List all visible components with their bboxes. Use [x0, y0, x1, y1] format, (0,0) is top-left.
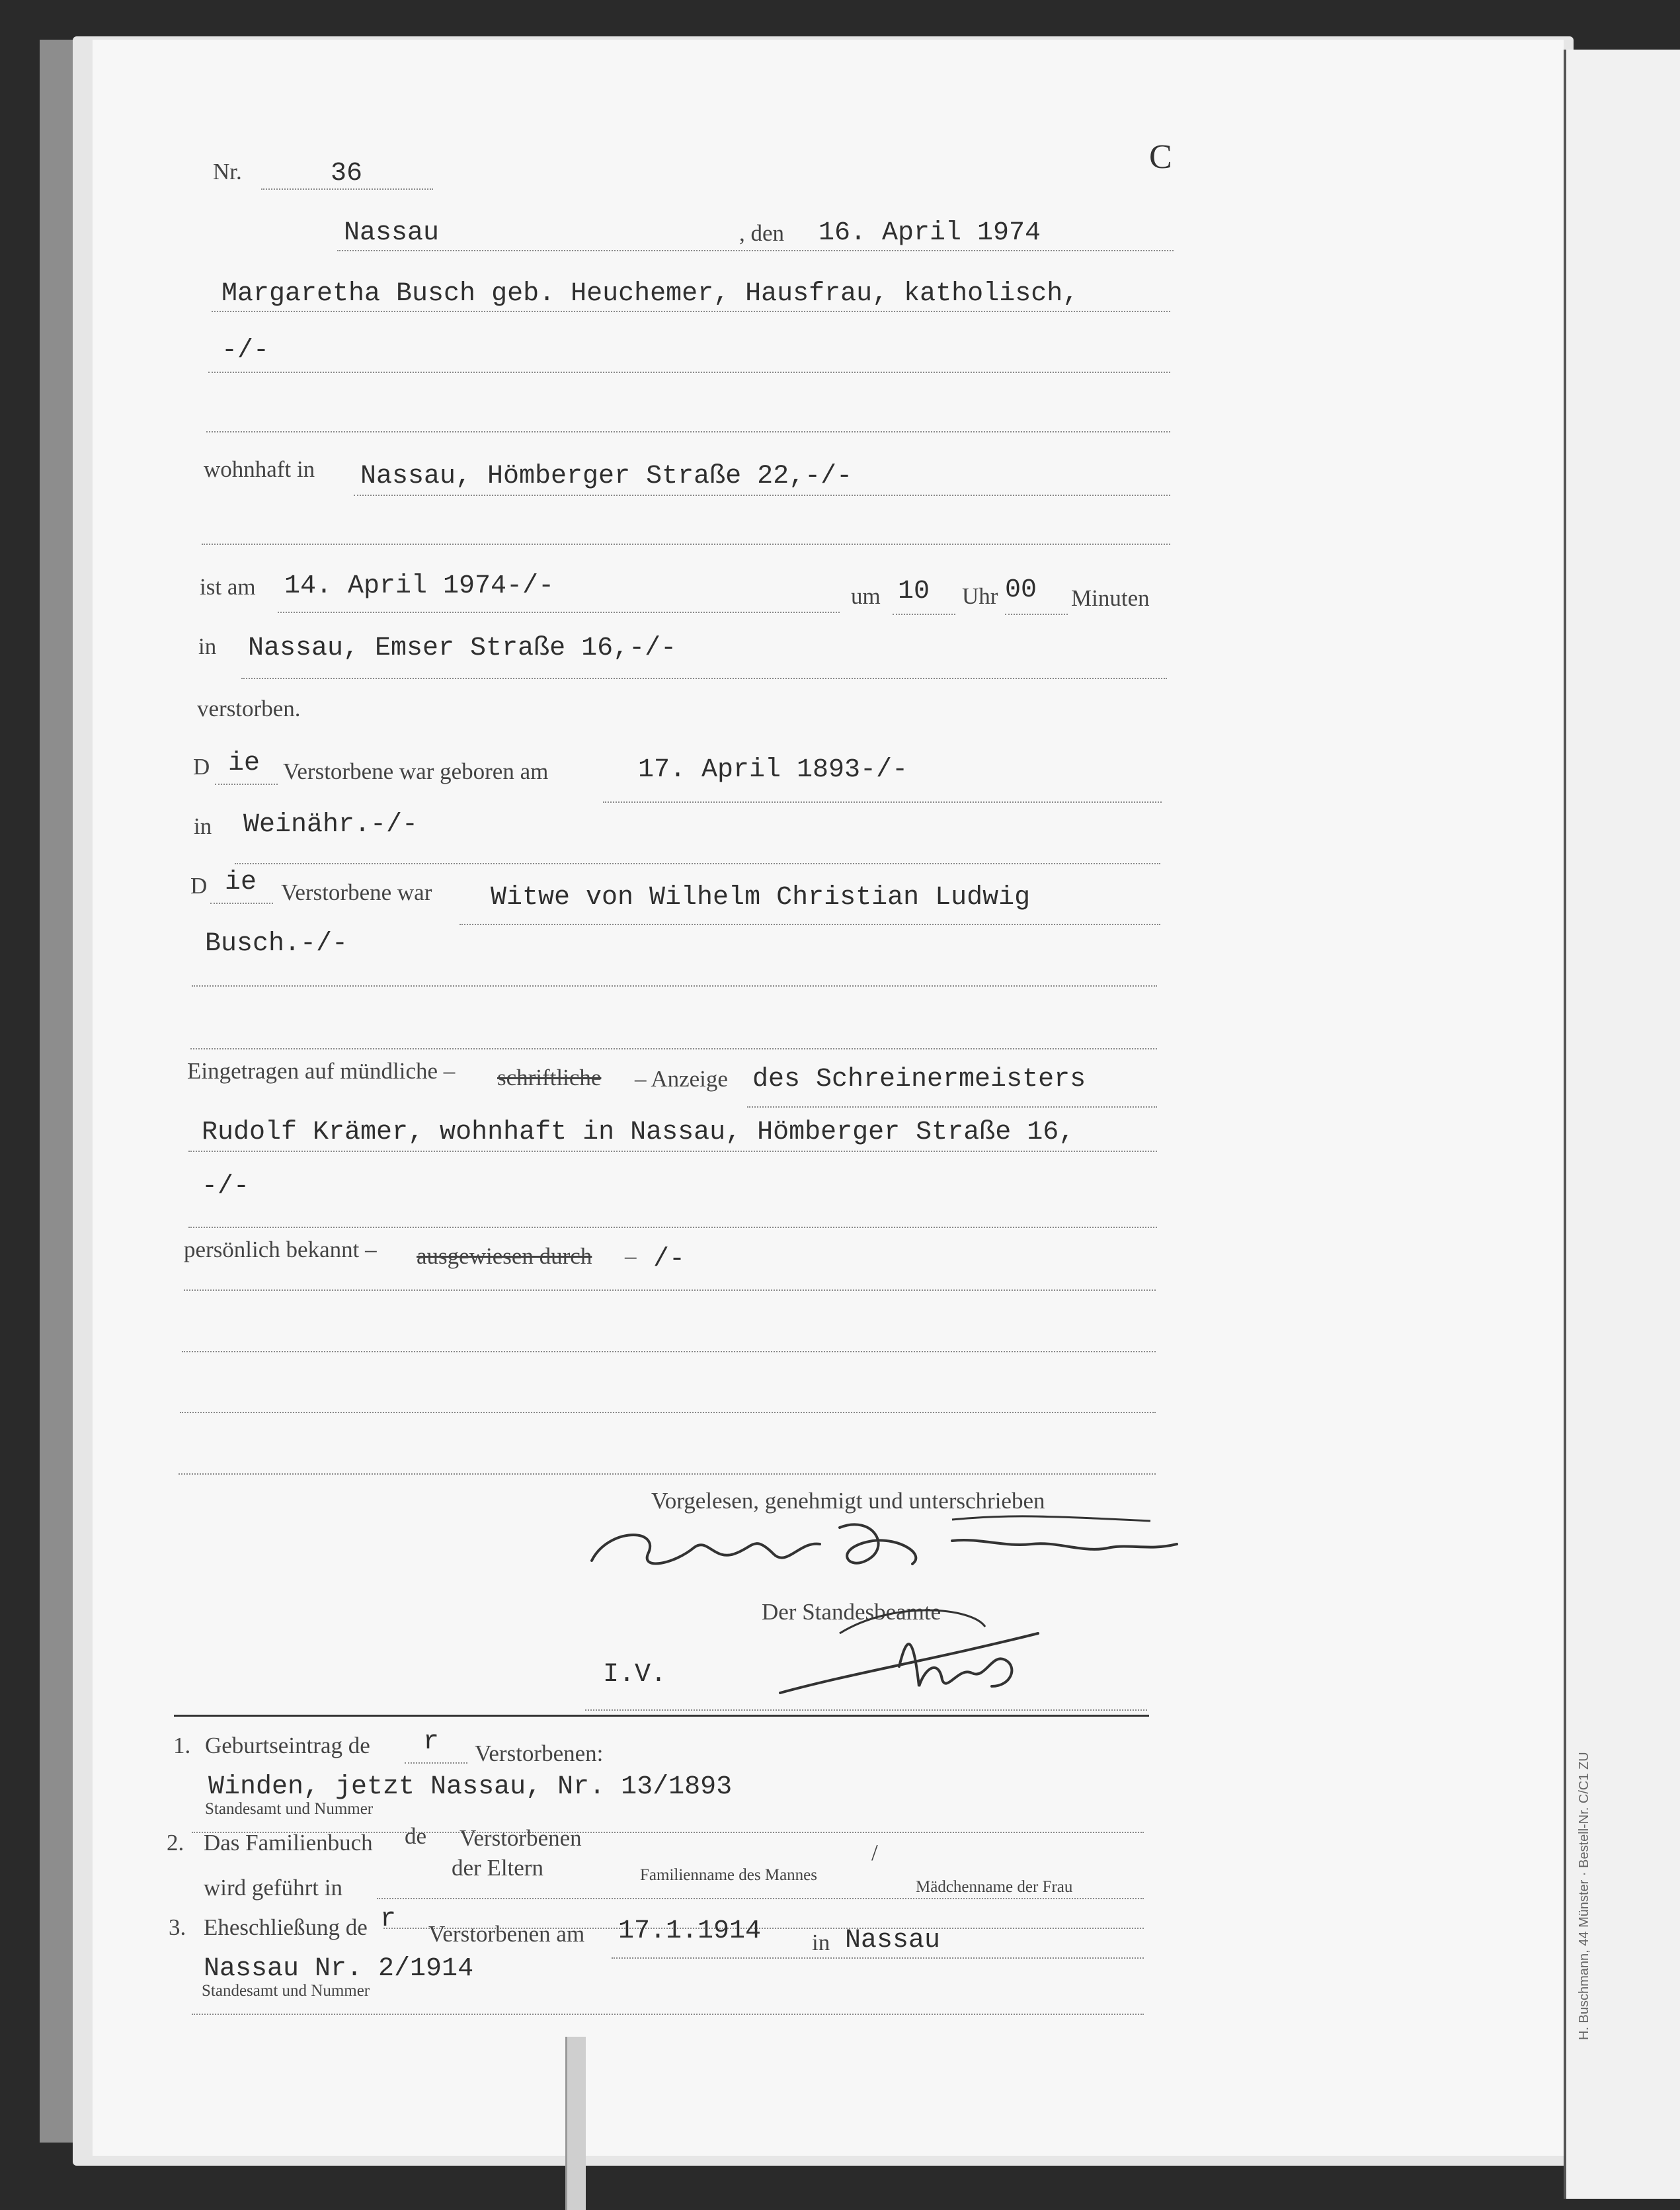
note1-label-2: Verstorbenen:: [475, 1740, 604, 1766]
note3-label: Eheschließung de: [204, 1914, 368, 1940]
rule-note3: [612, 1957, 1144, 1959]
rule-status-3: [190, 1048, 1157, 1049]
vorgelesen-label: Vorgelesen, genehmigt und unterschrieben: [651, 1488, 1045, 1514]
note3-number: 3.: [169, 1914, 186, 1940]
rule-wohnhaft-2: [202, 544, 1170, 545]
rule-birth-date: [603, 801, 1162, 803]
death-in-label: in: [198, 634, 217, 659]
birth-in-label: in: [194, 813, 212, 839]
rule-hour: [893, 614, 955, 615]
wohnhaft-value: Nassau, Hömberger Straße 22,-/-: [360, 462, 853, 491]
report-value-3: -/-: [202, 1172, 250, 1202]
rule-registrar: [585, 1709, 1147, 1711]
rule-status-article: [210, 903, 273, 904]
note1-number: 1.: [173, 1733, 191, 1758]
bekannt-dash: –: [625, 1243, 637, 1269]
registry-place: Nassau: [344, 218, 440, 248]
note2-label: Das Familienbuch: [204, 1830, 373, 1856]
status-value: Witwe von Wilhelm Christian Ludwig: [491, 883, 1031, 913]
death-minute: 00: [1005, 575, 1037, 605]
rule-report-2: [188, 1151, 1157, 1152]
note2-slash: /: [871, 1840, 878, 1865]
rule-wohnhaft: [354, 495, 1170, 496]
informant-signature: [582, 1508, 1217, 1587]
rule-blank-2: [180, 1412, 1156, 1413]
note3-date: 17.1.1914: [618, 1916, 762, 1946]
note3-in: in: [812, 1930, 830, 1955]
iv-label: I.V.: [603, 1660, 667, 1690]
nr-label: Nr.: [213, 159, 242, 184]
note2-de: de: [405, 1823, 427, 1849]
birth-date: 17. April 1893-/-: [638, 755, 908, 785]
note3-place: Nassau: [845, 1926, 941, 1955]
death-date: 14. April 1974-/-: [284, 571, 555, 601]
printer-imprint: H. Buschmann, 44 Münster · Bestell-Nr. C/C1 ZU: [1577, 1752, 1591, 2040]
note1-caption: Standesamt und Nummer: [205, 1800, 374, 1818]
status-d-label: D: [190, 873, 208, 899]
note1-value: Winden, jetzt Nassau, Nr. 13/1893: [208, 1772, 733, 1802]
rule-blank-1: [182, 1351, 1156, 1352]
birth-article: ie: [228, 749, 260, 778]
report-label-b: – Anzeige: [635, 1066, 728, 1092]
report-value-2: Rudolf Krämer, wohnhaft in Nassau, Hömberger Straße 16,: [202, 1118, 1075, 1147]
report-value-1: des Schreinermeisters: [752, 1065, 1086, 1094]
registrar-signature: [774, 1587, 1051, 1706]
death-place: Nassau, Emser Straße 16,-/-: [248, 634, 677, 663]
rule-birth-place: [235, 863, 1160, 864]
birth-place: Weinähr.-/-: [243, 810, 419, 840]
wohnhaft-label: wohnhaft in: [204, 456, 315, 482]
rule-death-date: [278, 612, 840, 613]
note3-value: Nassau Nr. 2/1914: [204, 1954, 474, 1984]
rule-birth-article: [215, 784, 278, 785]
rule-bekannt: [184, 1289, 1156, 1291]
note3-label-2: Verstorbenen am: [428, 1921, 585, 1947]
minuten-label: Minuten: [1071, 585, 1150, 611]
um-label: um: [851, 583, 881, 609]
birth-label: Verstorbene war geboren am: [283, 758, 549, 784]
rule-report-3: [188, 1227, 1157, 1228]
pen-tip: [565, 2037, 586, 2210]
note3-caption: Standesamt und Nummer: [202, 1982, 370, 2000]
status-article: ie: [225, 868, 257, 897]
note2-number: 2.: [167, 1830, 184, 1856]
note2-caption-frau: Mädchenname der Frau: [916, 1878, 1073, 1896]
birth-d-label: D: [193, 754, 210, 780]
rule-minute: [1005, 614, 1068, 615]
rule-blank-3: [179, 1473, 1156, 1475]
rule-status-2: [192, 985, 1157, 987]
report-label-a: Eingetragen auf mündliche –: [187, 1058, 456, 1084]
note2-eltern: der Eltern: [452, 1855, 543, 1881]
notes-divider: [174, 1715, 1149, 1717]
verstorben-label: verstorben.: [197, 696, 301, 721]
rule-note1-article: [405, 1762, 467, 1764]
rule-note2: [377, 1898, 1144, 1899]
rule-name-2: [208, 372, 1170, 373]
status-label: Verstorbene war: [281, 880, 432, 905]
rule-note3-2: [192, 2014, 1144, 2015]
ist-am-label: ist am: [200, 574, 256, 600]
bekannt-struck: ausgewiesen durch: [417, 1243, 592, 1269]
rule-nr: [261, 188, 433, 190]
rule-status: [460, 924, 1160, 925]
form-letter: C: [1149, 138, 1172, 176]
den-label: , den: [739, 220, 785, 246]
note2-wird: wird geführt in: [204, 1875, 342, 1901]
rule-death-place: [241, 678, 1167, 679]
note1-article: r: [423, 1727, 440, 1757]
note1-label: Geburtseintrag de: [205, 1733, 370, 1758]
deceased-name: Margaretha Busch geb. Heuchemer, Hausfrau, katholisch,: [221, 279, 1079, 309]
rule-name-3: [206, 431, 1170, 432]
deceased-continuation: -/-: [221, 336, 270, 366]
bekannt-label: persönlich bekannt –: [184, 1237, 377, 1262]
note3-article: r: [380, 1904, 397, 1934]
note2-caption-mann: Familienname des Mannes: [640, 1866, 817, 1884]
rule-date: [337, 250, 1174, 251]
nr-value: 36: [331, 159, 363, 188]
rule-name: [212, 311, 1170, 312]
uhr-label: Uhr: [962, 583, 998, 609]
bekannt-value: /-: [653, 1245, 686, 1274]
registry-date: 16. April 1974: [819, 218, 1041, 248]
status-value-2: Busch.-/-: [205, 929, 348, 959]
standesbeamte-label: Der Standesbeamte: [762, 1599, 941, 1625]
note2-verstorbenen: Verstorbenen: [460, 1825, 582, 1851]
death-hour: 10: [898, 577, 930, 606]
report-label-struck: schriftliche: [497, 1065, 602, 1090]
rule-report-1: [747, 1106, 1157, 1108]
